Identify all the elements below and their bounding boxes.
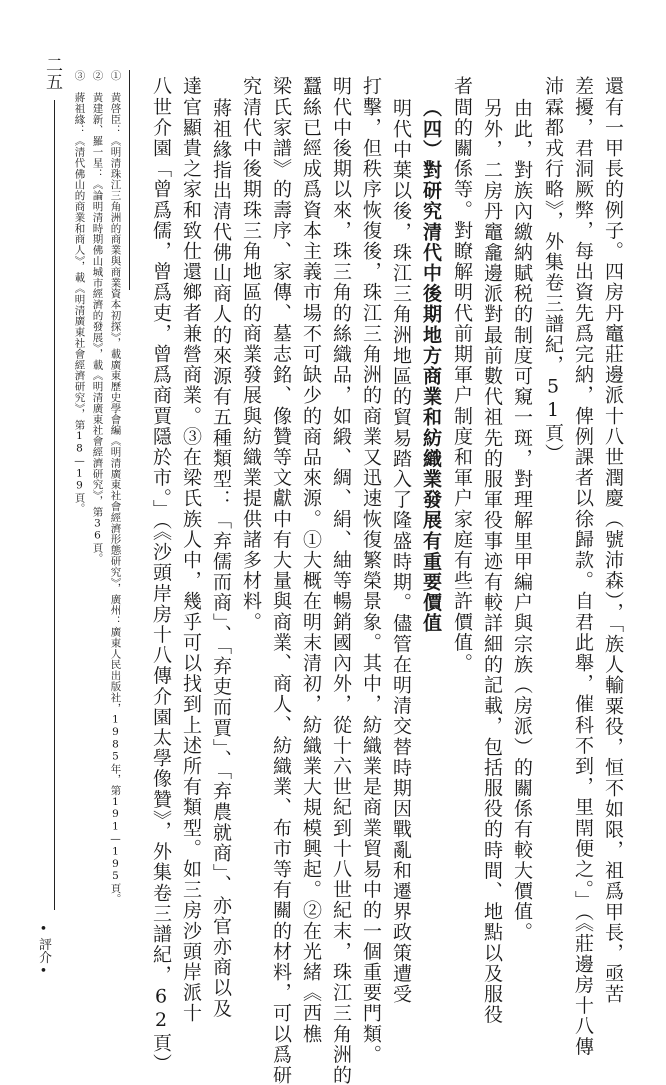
footnote: ② 黄建新、羅一星：《論明清時期佛山城市經濟的發展》，載《明清廣東社會經濟研究》，第36頁。 <box>91 70 104 564</box>
footnote: ③ 蔣祖緣：《清代佛山的商業和商人》，載《明清廣東社會經濟研究》，第18—19頁。 <box>73 70 86 514</box>
text-column: 由此，對族內繳納賦税的制度可窺一斑，對理解里甲編户與宗族（房派）的關係有較大價值。 <box>511 98 533 943</box>
page-border-line <box>54 100 55 910</box>
text-column: 沛霖都戎行略》，外集卷三譜紀，51頁） <box>542 76 564 464</box>
text-column: 究清代中後期珠三角地區的商業發展與紡織業提供諸多材料。 <box>240 76 262 633</box>
text-column: 蠶絲已經成爲資本主義市場不可缺少的商品來源。①大概在明末清初，紡織業大規模興起。②在光緒《西樵 <box>300 76 322 1045</box>
text-column: 者間的關係等。對瞭解明代前期軍户制度和軍户家庭有些許價值。 <box>451 76 473 674</box>
text-column: 達官顯貴之家和致仕還鄉者兼營商業。③在梁氏族人中，幾乎可以找到上述所有類型。如三房沙頭岸派十 <box>180 76 202 1024</box>
text-column: 八世介園「曾爲儒，曾爲吏，曾爲商賈隱於市。」（《沙頭岸房十八傳介園太學像贊》，外集卷三譜紀，62頁） <box>150 76 172 1074</box>
text-column: 蔣祖緣指出清代佛山商人的來源有五種類型：「弃儒而商」、「弃吏而賈」、「弃農就商」、亦官亦商以及 <box>210 98 232 1019</box>
text-column: 明代中葉以後，珠江三角洲地區的貿易踏入了隆盛時期。儘管在明清交替時期因戰亂和遷界政策遭受 <box>390 98 412 1005</box>
footnote-separator <box>129 70 130 290</box>
running-footer: •評介• <box>36 922 51 980</box>
text-column: 還有一甲長的例子。四房丹竈莊邊派十八世潤慶（號沛森），「族人輸粟役，恒不如限，祖爲甲長，亟苦 <box>602 76 624 1005</box>
text-column: 差擾，君洞厥弊，每出資先爲完納，俾例課者以徐歸款。自君此舉，催科不到，里閈便之。」（《莊邊房十八傳 <box>572 76 594 1057</box>
text-column: 打擊，但秩序恢復後，珠江三角洲的商業又迅速恢復繁榮景象。其中，紡織業是商業貿易中的一個重要門類。 <box>360 76 382 1065</box>
text-column: 梁氏家譜》的壽序、家傳、墓志銘、像贊等文獻中有大量與商業、商人、紡織業、布市等有關的材料，可以爲研 <box>270 76 292 1085</box>
page-number: 二五 <box>42 56 62 90</box>
section-heading: （四）對研究清代中後期地方商業和紡織業發展有重要價值 <box>420 98 442 634</box>
text-column: 另外，二房丹竈龕邊派對最前數代祖先的服軍役事迹有較詳細的記載，包括服役的時間、地點以及服役 <box>481 98 503 1025</box>
footnote: ① 黄啓臣：《明清珠江三角洲的商業與商業資本初探》，載廣東歷史學會編《明清廣東社會經濟形態研究》，廣州：廣東人民出版社，1985年，第191—195頁。 <box>109 70 122 905</box>
text-column: 明代中後期以來，珠三角的絲織品，如緞、綢、絹、紬等暢銷國內外，從十六世紀到十八世紀末，珠江三角洲的 <box>330 76 352 1085</box>
